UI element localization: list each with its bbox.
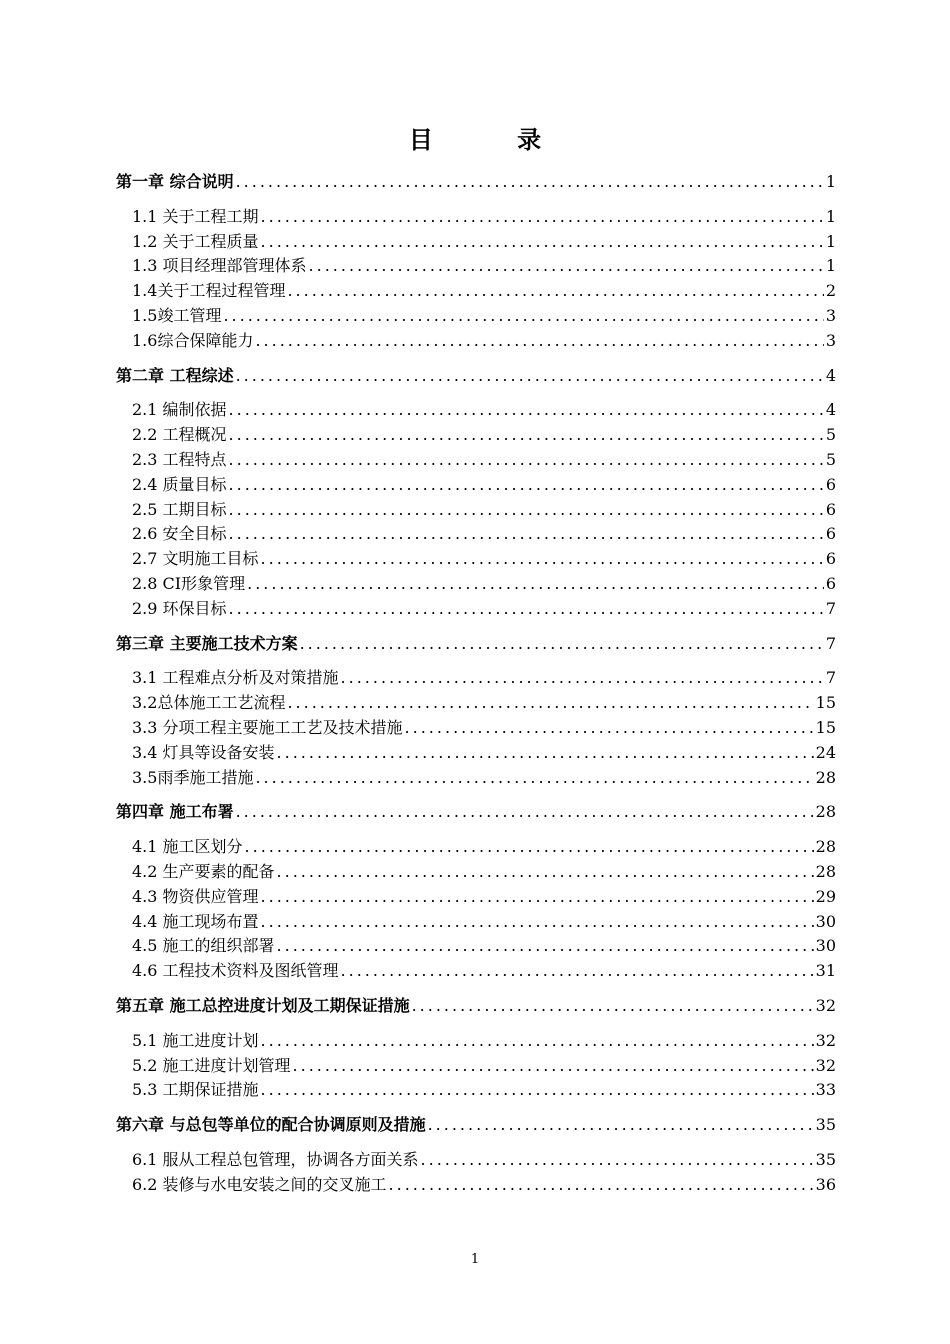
toc-entry-page: 15 bbox=[815, 693, 836, 713]
dot-leader bbox=[287, 691, 813, 716]
toc-entry-title: 1.4关于工程过程管理 bbox=[132, 281, 286, 301]
toc-entry-page: 4 bbox=[825, 365, 836, 385]
toc-entry-title: 4.2 生产要素的配备 bbox=[132, 861, 275, 881]
dot-leader bbox=[405, 716, 814, 741]
toc-section-entry[interactable] bbox=[116, 1078, 836, 1103]
toc-entry-title: 3.4 灯具等设备安装 bbox=[132, 742, 275, 762]
dot-leader bbox=[229, 423, 824, 448]
toc-entry-page: 7 bbox=[825, 668, 836, 688]
toc-section-entry[interactable] bbox=[116, 691, 836, 716]
toc-entry-page: 6 bbox=[825, 549, 836, 569]
toc-section-entry[interactable] bbox=[116, 835, 836, 860]
toc-entry-title: 3.5雨季施工措施 bbox=[132, 767, 254, 787]
dot-leader bbox=[309, 254, 824, 279]
dot-leader bbox=[255, 329, 823, 354]
dot-leader bbox=[229, 398, 824, 423]
toc-section-entry[interactable] bbox=[116, 230, 836, 255]
toc-entry-title: 2.3 工程特点 bbox=[132, 449, 227, 469]
toc-entry-page: 6 bbox=[825, 499, 836, 519]
toc-entry-title: 2.1 编制依据 bbox=[132, 400, 227, 420]
toc-chapter-entry[interactable] bbox=[116, 364, 836, 389]
dot-leader bbox=[236, 364, 824, 389]
toc-section-entry[interactable] bbox=[116, 860, 836, 885]
toc-entry-title: 3.1 工程难点分析及对策措施 bbox=[132, 668, 339, 688]
toc-entry-title: 5.3 工期保证措施 bbox=[132, 1080, 259, 1100]
toc-section-entry[interactable] bbox=[116, 398, 836, 423]
toc-entry-title: 4.6 工程技术资料及图纸管理 bbox=[132, 961, 339, 981]
toc-entry-page: 30 bbox=[815, 911, 836, 931]
toc-entry-page: 24 bbox=[815, 742, 836, 762]
dot-leader bbox=[255, 766, 813, 791]
dot-leader bbox=[261, 1078, 814, 1103]
toc-section-entry[interactable] bbox=[116, 959, 836, 984]
toc-entry-page: 36 bbox=[815, 1174, 836, 1194]
toc-entry-title: 6.1 服从工程总包管理，协调各方面关系 bbox=[132, 1149, 419, 1169]
toc-entry-title: 4.3 物资供应管理 bbox=[132, 886, 259, 906]
dot-leader bbox=[341, 959, 814, 984]
toc-entry-title: 4.5 施工的组织部署 bbox=[132, 936, 275, 956]
toc-entry-page: 32 bbox=[815, 1055, 836, 1075]
toc-section-entry[interactable] bbox=[116, 666, 836, 691]
toc-entry-title: 2.9 环保目标 bbox=[132, 598, 227, 618]
toc-entry-page: 6 bbox=[825, 524, 836, 544]
toc-entry-page: 1 bbox=[825, 231, 836, 251]
toc-section-entry[interactable] bbox=[116, 934, 836, 959]
dot-leader bbox=[428, 1113, 814, 1138]
toc-section-entry[interactable] bbox=[116, 279, 836, 304]
toc-entry-page: 1 bbox=[825, 256, 836, 276]
toc-section-entry[interactable] bbox=[116, 1148, 836, 1173]
toc-entry-title: 1.3 项目经理部管理体系 bbox=[132, 256, 307, 276]
toc-entry-title: 第四章 施工布署 bbox=[116, 802, 234, 822]
toc-entry-page: 35 bbox=[815, 1115, 836, 1135]
toc-entry-page: 6 bbox=[825, 573, 836, 593]
dot-leader bbox=[245, 835, 814, 860]
dot-leader bbox=[261, 910, 814, 935]
table-of-contents bbox=[116, 170, 836, 1197]
dot-leader bbox=[229, 448, 824, 473]
toc-entry-page: 5 bbox=[825, 425, 836, 445]
toc-entry-title: 第五章 施工总控进度计划及工期保证措施 bbox=[116, 995, 410, 1015]
toc-section-entry[interactable] bbox=[116, 547, 836, 572]
dot-leader bbox=[236, 800, 814, 825]
dot-leader bbox=[261, 547, 824, 572]
toc-entry-page: 7 bbox=[825, 633, 836, 653]
toc-entry-page: 1 bbox=[825, 206, 836, 226]
dot-leader bbox=[287, 279, 823, 304]
dot-leader bbox=[277, 860, 814, 885]
toc-chapter-entry[interactable] bbox=[116, 800, 836, 825]
toc-section-entry[interactable] bbox=[116, 1029, 836, 1054]
toc-chapter-entry[interactable] bbox=[116, 170, 836, 195]
toc-entry-page: 5 bbox=[825, 449, 836, 469]
dot-leader bbox=[223, 304, 823, 329]
toc-section-entry[interactable] bbox=[116, 522, 836, 547]
toc-entry-page: 3 bbox=[825, 305, 836, 325]
toc-section-entry[interactable] bbox=[116, 1173, 836, 1198]
toc-entry-title: 第一章 综合说明 bbox=[116, 172, 234, 191]
toc-section-entry[interactable] bbox=[116, 448, 836, 473]
toc-section-entry[interactable] bbox=[116, 1054, 836, 1079]
toc-entry-title: 第二章 工程综述 bbox=[116, 365, 234, 385]
toc-entry-page: 4 bbox=[825, 400, 836, 420]
toc-entry-title: 3.2总体施工工艺流程 bbox=[132, 693, 286, 713]
toc-entry-title: 2.7 文明施工目标 bbox=[132, 549, 259, 569]
toc-entry-page: 32 bbox=[815, 995, 836, 1015]
toc-entry-page: 3 bbox=[825, 330, 836, 350]
toc-entry-title: 2.2 工程概况 bbox=[132, 425, 227, 445]
toc-chapter-entry[interactable] bbox=[116, 994, 836, 1019]
toc-section-entry[interactable] bbox=[116, 716, 836, 741]
toc-entry-title: 第六章 与总包等单位的配合协调原则及措施 bbox=[116, 1115, 426, 1135]
toc-entry-title: 4.4 施工现场布置 bbox=[132, 911, 259, 931]
toc-entry-page: 28 bbox=[815, 837, 836, 857]
toc-section-entry[interactable] bbox=[116, 741, 836, 766]
toc-entry-title: 2.8 CI形象管理 bbox=[132, 573, 246, 593]
dot-leader bbox=[261, 885, 814, 910]
dot-leader bbox=[300, 632, 824, 657]
toc-entry-title: 第三章 主要施工技术方案 bbox=[116, 633, 298, 653]
toc-section-entry[interactable] bbox=[116, 766, 836, 791]
toc-entry-page: 30 bbox=[815, 936, 836, 956]
toc-entry-page: 15 bbox=[815, 717, 836, 737]
toc-section-entry[interactable] bbox=[116, 885, 836, 910]
toc-entry-title: 2.6 安全目标 bbox=[132, 524, 227, 544]
toc-entry-title: 1.1 关于工程工期 bbox=[132, 206, 259, 226]
toc-entry-page: 28 bbox=[815, 767, 836, 787]
page-title: 目 录 bbox=[408, 125, 580, 154]
toc-section-entry[interactable] bbox=[116, 473, 836, 498]
toc-entry-title: 1.5竣工管理 bbox=[132, 305, 222, 325]
dot-leader bbox=[261, 1029, 814, 1054]
toc-entry-page: 28 bbox=[815, 861, 836, 881]
toc-entry-title: 5.1 施工进度计划 bbox=[132, 1030, 259, 1050]
toc-entry-page: 1 bbox=[825, 172, 836, 191]
toc-section-entry[interactable] bbox=[116, 572, 836, 597]
dot-leader bbox=[341, 666, 824, 691]
toc-entry-title: 4.1 施工区划分 bbox=[132, 837, 243, 857]
toc-section-entry[interactable] bbox=[116, 329, 836, 354]
toc-entry-title: 6.2 装修与水电安装之间的交叉施工 bbox=[132, 1174, 387, 1194]
toc-entry-page: 35 bbox=[815, 1149, 836, 1169]
toc-entry-page: 31 bbox=[815, 961, 836, 981]
dot-leader bbox=[229, 597, 824, 622]
dot-leader bbox=[421, 1148, 814, 1173]
dot-leader bbox=[412, 994, 814, 1019]
dot-leader bbox=[277, 934, 814, 959]
toc-entry-title: 5.2 施工进度计划管理 bbox=[132, 1055, 291, 1075]
toc-section-entry[interactable] bbox=[116, 254, 836, 279]
toc-entry-page: 32 bbox=[815, 1030, 836, 1050]
toc-entry-title: 2.4 质量目标 bbox=[132, 474, 227, 494]
toc-entry-title: 1.6综合保障能力 bbox=[132, 330, 254, 350]
toc-section-entry[interactable] bbox=[116, 597, 836, 622]
toc-entry-title: 3.3 分项工程主要施工工艺及技术措施 bbox=[132, 717, 403, 737]
toc-section-entry[interactable] bbox=[116, 910, 836, 935]
toc-section-entry[interactable] bbox=[116, 423, 836, 448]
toc-entry-title: 2.5 工期目标 bbox=[132, 499, 227, 519]
toc-section-entry[interactable] bbox=[116, 498, 836, 523]
toc-entry-title: 1.2 关于工程质量 bbox=[132, 231, 259, 251]
dot-leader bbox=[277, 741, 814, 766]
toc-entry-page: 7 bbox=[825, 598, 836, 618]
toc-entry-page: 2 bbox=[825, 281, 836, 301]
dot-leader bbox=[261, 205, 824, 230]
toc-entry-page: 28 bbox=[815, 802, 836, 822]
toc-section-entry[interactable] bbox=[116, 205, 836, 230]
toc-entry-page: 6 bbox=[825, 474, 836, 494]
dot-leader bbox=[247, 572, 824, 597]
toc-chapter-entry[interactable] bbox=[116, 1113, 836, 1138]
dot-leader bbox=[229, 522, 824, 547]
page-number: 1 bbox=[470, 1252, 480, 1267]
toc-chapter-entry[interactable] bbox=[116, 632, 836, 657]
dot-leader bbox=[389, 1173, 814, 1198]
toc-section-entry[interactable] bbox=[116, 304, 836, 329]
dot-leader bbox=[293, 1054, 814, 1079]
toc-entry-page: 33 bbox=[815, 1080, 836, 1100]
dot-leader bbox=[261, 230, 824, 255]
dot-leader bbox=[229, 498, 824, 523]
dot-leader bbox=[236, 170, 824, 195]
dot-leader bbox=[229, 473, 824, 498]
toc-entry-page: 29 bbox=[815, 886, 836, 906]
